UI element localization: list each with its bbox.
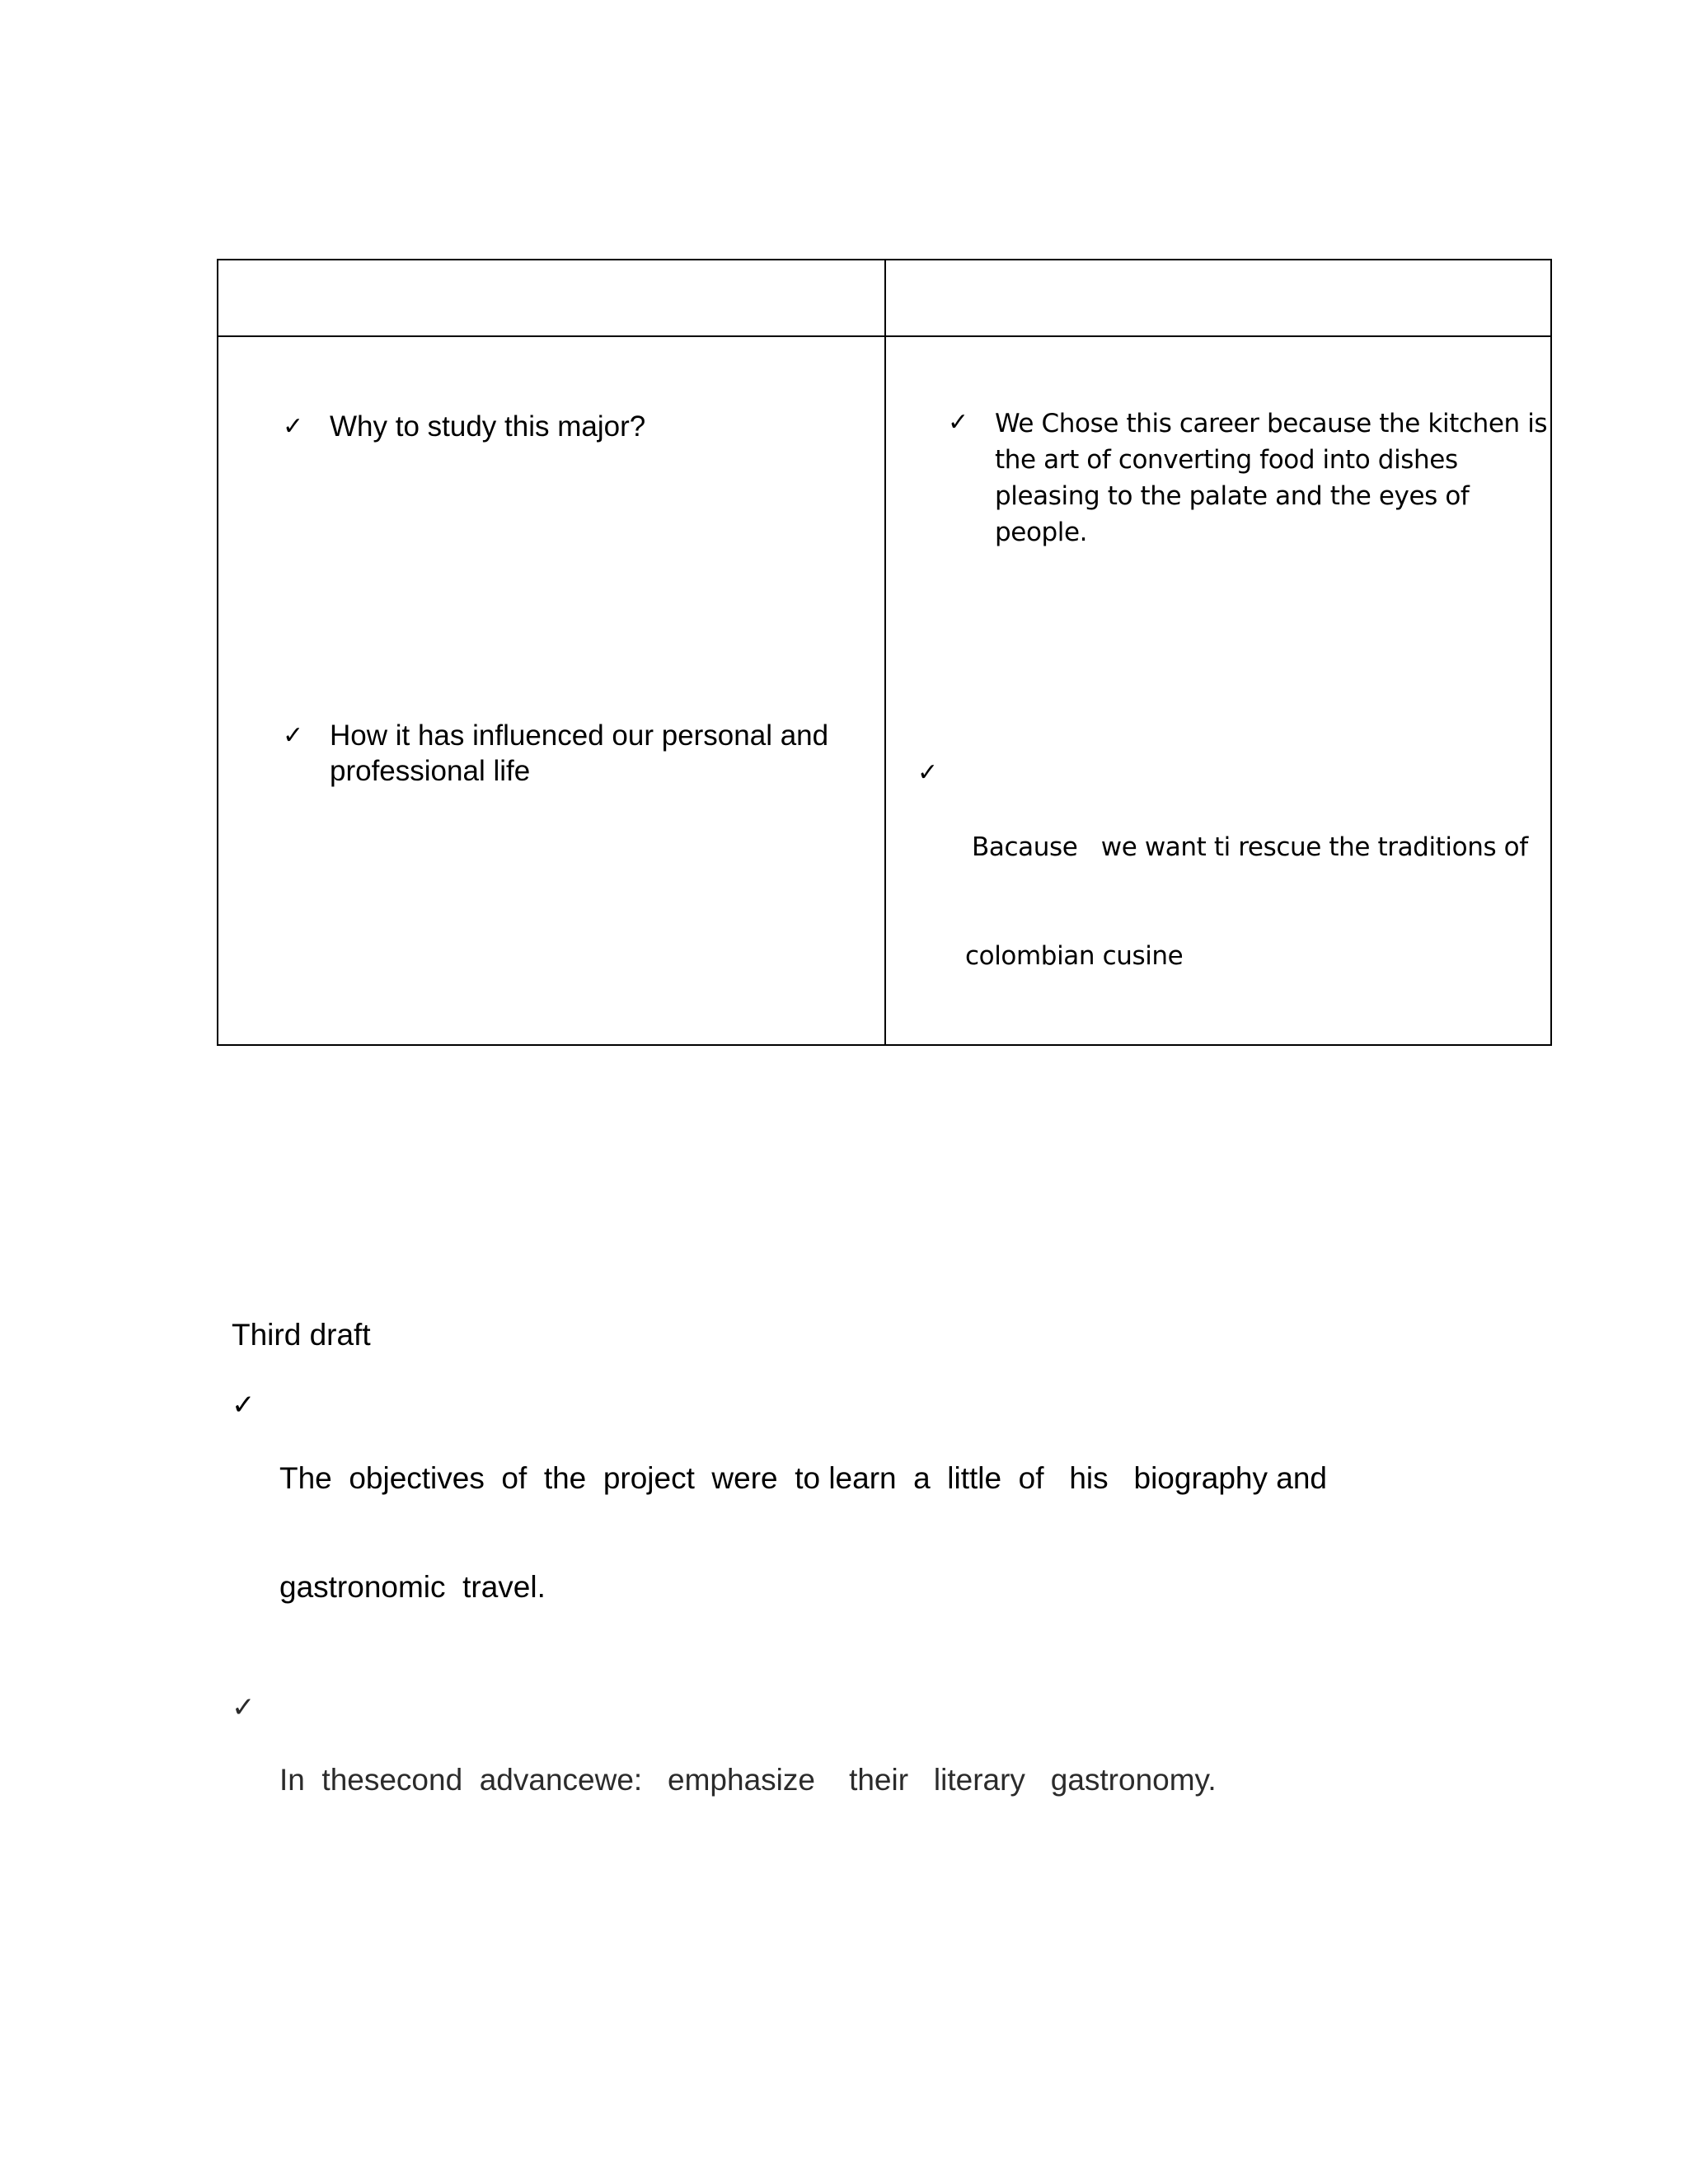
section-item-1-line-1: The objectives of the project were to learn a little of his biography and: [279, 1461, 1328, 1495]
table-column-divider: [884, 260, 886, 1044]
checkmark-icon: ✓: [948, 408, 969, 437]
topics-table: [217, 259, 1552, 1046]
table-left-item-2: [330, 718, 828, 789]
table-right-item-1: [995, 405, 1547, 551]
table-right-item-1-line-3: pleasing to the palate and the eyes of: [995, 481, 1470, 511]
table-right-item-2-line-2: colombian cusine: [965, 941, 1184, 971]
section-heading: Third draft: [232, 1318, 371, 1352]
table-right-item-2-line-1: Bacause we want ti rescue the traditions of: [972, 832, 1528, 862]
table-left-item-2-line-2: professional life: [330, 755, 531, 787]
checkmark-icon: ✓: [232, 1389, 256, 1422]
checkmark-icon: ✓: [283, 721, 304, 750]
table-left-item-2-line-1: How it has influenced our personal and: [330, 719, 829, 752]
section-item-2: [279, 1690, 1217, 1871]
section-item-2-line-1: In thesecond advancewe: emphasize their literary gastronomy.: [279, 1763, 1217, 1797]
table-left-item-1: [330, 409, 645, 444]
checkmark-icon: ✓: [917, 758, 939, 787]
table-right-item-1-line-1: We Chose this career because the kitchen is: [995, 409, 1548, 438]
section-item-1: [279, 1388, 1327, 1678]
table-left-item-1-line-1: Why to study this major?: [330, 410, 646, 443]
table-right-item-2: [965, 757, 1528, 1047]
table-right-item-1-line-2: the art of converting food into dishes: [995, 445, 1458, 475]
section-item-1-line-2: gastronomic travel.: [279, 1570, 546, 1604]
checkmark-icon: ✓: [232, 1691, 256, 1724]
checkmark-icon: ✓: [283, 412, 304, 441]
table-right-item-1-line-4: people.: [995, 518, 1088, 547]
